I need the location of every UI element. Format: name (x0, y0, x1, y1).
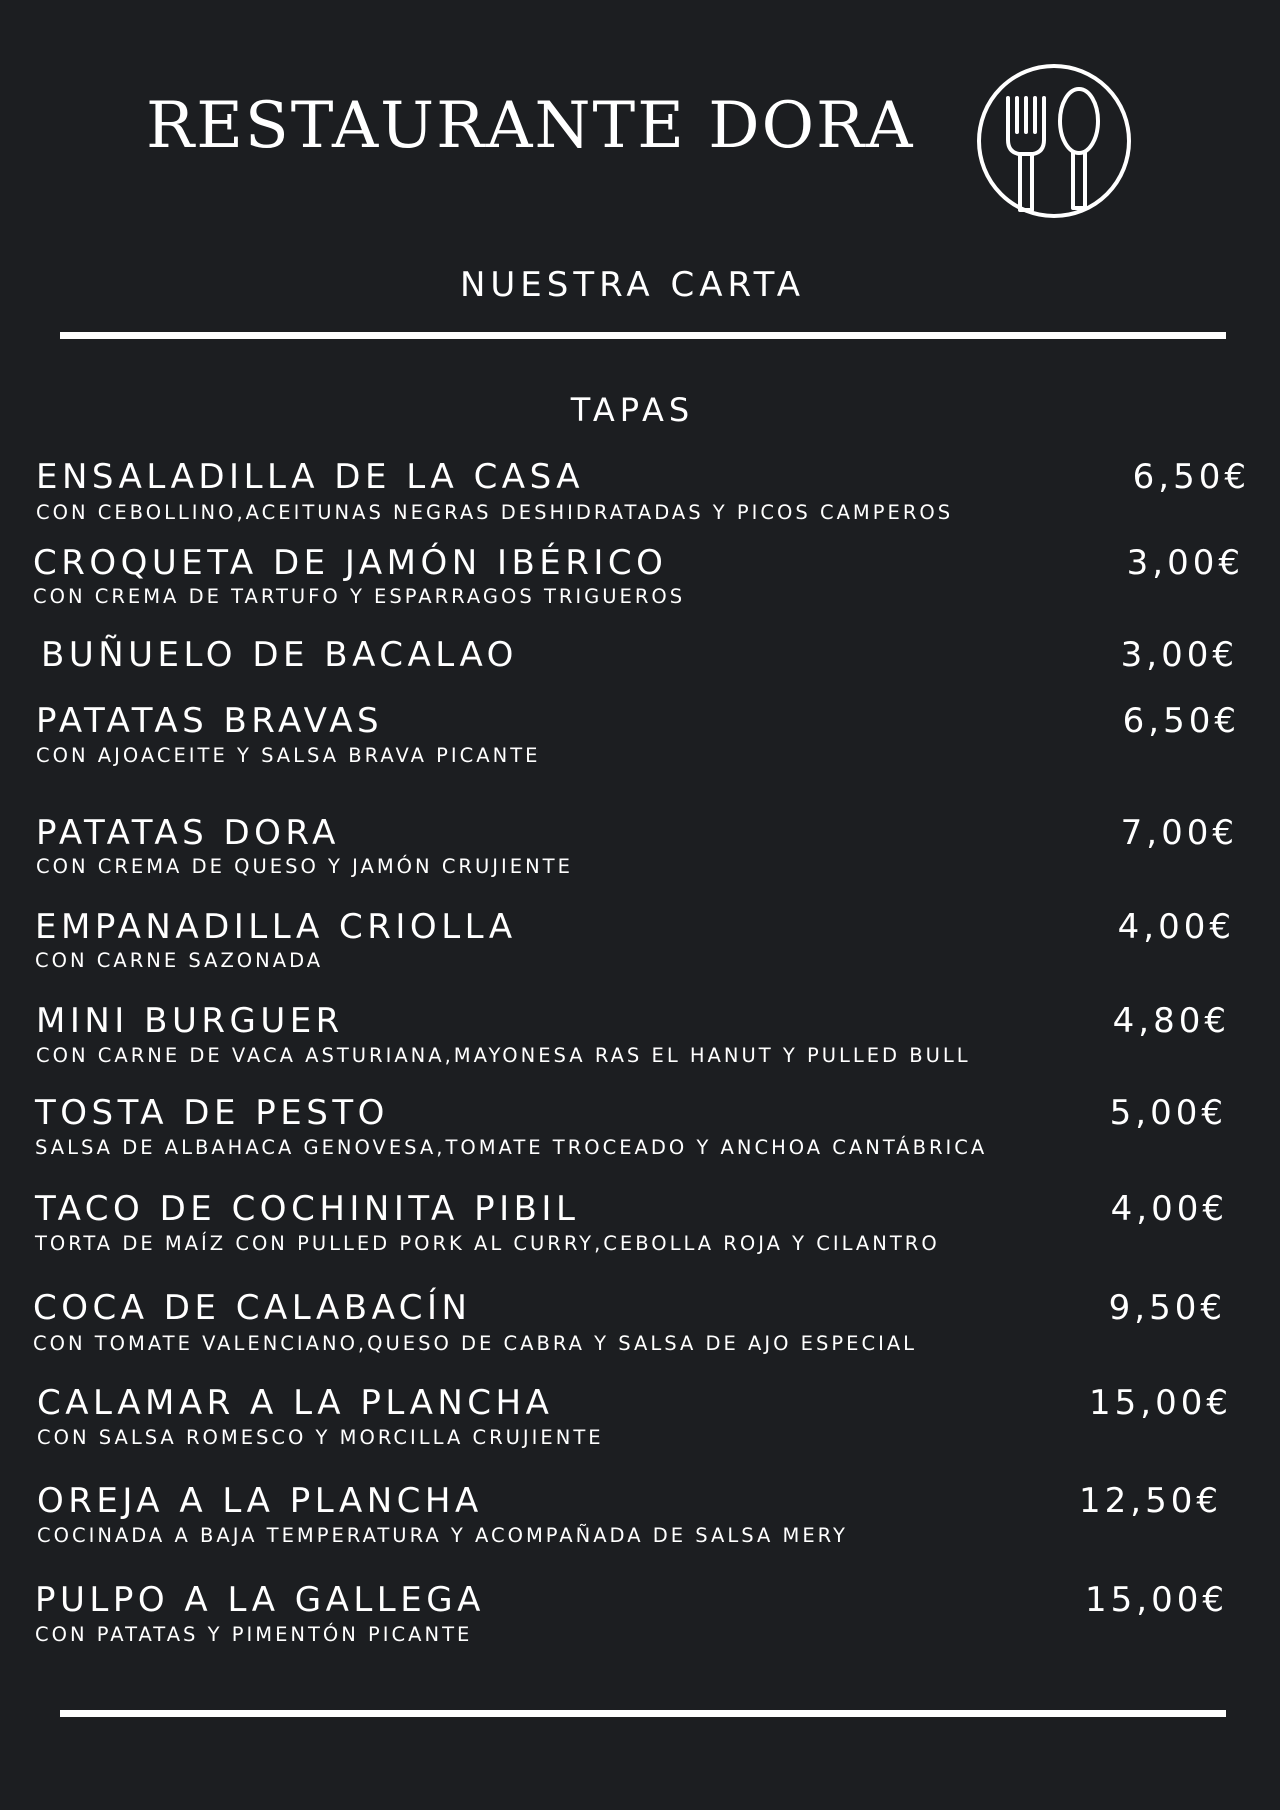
menu-item (0, 1001, 1280, 1074)
item-name: TOSTA DE PESTO (35, 1093, 389, 1133)
item-price: 12,50€ (1079, 1481, 1222, 1521)
menu-item (0, 1093, 1280, 1166)
menu-item (0, 635, 1280, 708)
restaurant-title: RESTAURANTE DORA (146, 89, 915, 163)
item-description: CON CREMA DE QUESO Y JAMÓN CRUJIENTE (36, 855, 573, 878)
item-price: 4,00€ (1110, 1189, 1228, 1229)
item-name: EMPANADILLA CRIOLLA (35, 907, 517, 947)
item-description: TORTA DE MAÍZ CON PULLED PORK AL CURRY,CEBOLLA ROJA Y CILANTRO (35, 1232, 940, 1255)
bottom-divider (60, 1710, 1226, 1717)
item-name: PATATAS DORA (36, 813, 340, 853)
item-price: 15,00€ (1089, 1383, 1232, 1423)
item-price: 6,50€ (1132, 457, 1250, 497)
menu-item (0, 543, 1280, 616)
item-description: CON SALSA ROMESCO Y MORCILLA CRUJIENTE (37, 1426, 604, 1449)
item-name: CROQUETA DE JAMÓN IBÉRICO (33, 543, 668, 583)
item-name: CALAMAR A LA PLANCHA (37, 1383, 554, 1423)
menu-item (0, 1481, 1280, 1554)
fork-and-spoon-icon (975, 62, 1133, 220)
menu-subtitle: NUESTRA CARTA (459, 265, 805, 305)
menu-item (0, 1288, 1280, 1361)
item-description: CON TOMATE VALENCIANO,QUESO DE CABRA Y SALSA DE AJO ESPECIAL (33, 1332, 918, 1355)
item-price: 4,80€ (1112, 1001, 1230, 1041)
item-description: CON PATATAS Y PIMENTÓN PICANTE (35, 1623, 473, 1646)
menu-item (0, 813, 1280, 886)
menu-item (0, 907, 1280, 980)
item-price: 3,00€ (1120, 635, 1238, 675)
item-price: 6,50€ (1122, 701, 1240, 741)
item-name: MINI BURGUER (36, 1001, 344, 1041)
item-name: BUÑUELO DE BACALAO (41, 635, 518, 675)
menu-item (0, 701, 1280, 774)
item-price: 5,00€ (1109, 1093, 1227, 1133)
item-description: CON CARNE SAZONADA (35, 949, 324, 972)
item-name: TACO DE COCHINITA PIBIL (35, 1189, 580, 1229)
item-description: SALSA DE ALBAHACA GENOVESA,TOMATE TROCEADO Y ANCHOA CANTÁBRICA (35, 1136, 988, 1159)
menu-item (0, 457, 1280, 530)
menu-item (0, 1189, 1280, 1262)
item-name: ENSALADILLA DE LA CASA (36, 457, 585, 497)
top-divider (60, 332, 1226, 339)
item-description: COCINADA A BAJA TEMPERATURA Y ACOMPAÑADA DE SALSA MERY (37, 1524, 848, 1547)
item-name: OREJA A LA PLANCHA (37, 1481, 483, 1521)
item-description: CON CARNE DE VACA ASTURIANA,MAYONESA RAS EL HANUT Y PULLED BULL (36, 1044, 971, 1067)
menu-item (0, 1383, 1280, 1456)
item-description: CON CEBOLLINO,ACEITUNAS NEGRAS DESHIDRATADAS Y PICOS CAMPEROS (36, 501, 954, 524)
item-price: 9,50€ (1108, 1288, 1226, 1328)
menu-item (0, 1580, 1280, 1653)
item-name: PULPO A LA GALLEGA (35, 1580, 485, 1620)
item-price: 7,00€ (1120, 813, 1238, 853)
item-name: PATATAS BRAVAS (36, 701, 384, 741)
item-price: 15,00€ (1085, 1580, 1228, 1620)
item-description: CON AJOACEITE Y SALSA BRAVA PICANTE (36, 744, 541, 767)
item-price: 3,00€ (1126, 543, 1244, 583)
item-description: CON CREMA DE TARTUFO Y ESPARRAGOS TRIGUEROS (33, 585, 686, 608)
item-name: COCA DE CALABACÍN (33, 1288, 472, 1328)
section-title-tapas: TAPAS (570, 391, 695, 429)
item-price: 4,00€ (1117, 907, 1235, 947)
